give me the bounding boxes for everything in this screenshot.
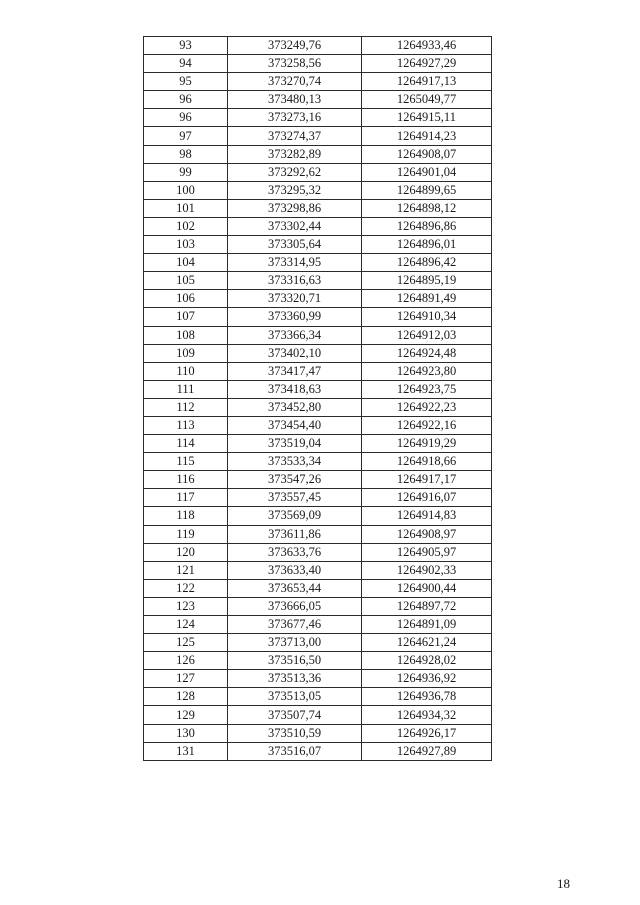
table-row: [144, 706, 492, 724]
y-coordinate-cell: 1264896,01: [362, 236, 492, 254]
table-row: [144, 597, 492, 615]
x-coordinate-cell: 373402,10: [228, 344, 362, 362]
table-row: [144, 290, 492, 308]
table-row: [144, 326, 492, 344]
point-number-cell: 126: [144, 652, 228, 670]
y-coordinate-cell: 1264927,29: [362, 55, 492, 73]
y-coordinate-cell: 1264896,42: [362, 254, 492, 272]
x-coordinate-cell: 373274,37: [228, 127, 362, 145]
y-coordinate-cell: 1264891,49: [362, 290, 492, 308]
point-number-cell: 108: [144, 326, 228, 344]
y-coordinate-cell: 1264922,16: [362, 416, 492, 434]
table-row: [144, 652, 492, 670]
y-coordinate-cell: 1265049,77: [362, 91, 492, 109]
x-coordinate-cell: 373249,76: [228, 37, 362, 55]
x-coordinate-cell: 373557,45: [228, 489, 362, 507]
table-row: [144, 55, 492, 73]
x-coordinate-cell: 373305,64: [228, 236, 362, 254]
point-number-cell: 124: [144, 616, 228, 634]
point-number-cell: 131: [144, 742, 228, 760]
y-coordinate-cell: 1264927,89: [362, 742, 492, 760]
x-coordinate-cell: 373677,46: [228, 616, 362, 634]
x-coordinate-cell: 373513,36: [228, 670, 362, 688]
y-coordinate-cell: 1264914,23: [362, 127, 492, 145]
x-coordinate-cell: 373666,05: [228, 597, 362, 615]
point-number-cell: 122: [144, 579, 228, 597]
table-row: [144, 199, 492, 217]
point-number-cell: 97: [144, 127, 228, 145]
y-coordinate-cell: 1264934,32: [362, 706, 492, 724]
point-number-cell: 120: [144, 543, 228, 561]
y-coordinate-cell: 1264928,02: [362, 652, 492, 670]
point-number-cell: 103: [144, 236, 228, 254]
point-number-cell: 107: [144, 308, 228, 326]
point-number-cell: 123: [144, 597, 228, 615]
table-row: [144, 380, 492, 398]
table-row: [144, 416, 492, 434]
table-row: [144, 435, 492, 453]
point-number-cell: 130: [144, 724, 228, 742]
table-row: [144, 489, 492, 507]
table-row: [144, 742, 492, 760]
x-coordinate-cell: 373653,44: [228, 579, 362, 597]
y-coordinate-cell: 1264923,80: [362, 362, 492, 380]
x-coordinate-cell: 373366,34: [228, 326, 362, 344]
table-row: [144, 217, 492, 235]
x-coordinate-cell: 373417,47: [228, 362, 362, 380]
table-row: [144, 724, 492, 742]
coordinates-table-body: [144, 37, 492, 761]
y-coordinate-cell: 1264933,46: [362, 37, 492, 55]
point-number-cell: 118: [144, 507, 228, 525]
point-number-cell: 128: [144, 688, 228, 706]
x-coordinate-cell: 373633,76: [228, 543, 362, 561]
x-coordinate-cell: 373282,89: [228, 145, 362, 163]
point-number-cell: 104: [144, 254, 228, 272]
x-coordinate-cell: 373516,07: [228, 742, 362, 760]
y-coordinate-cell: 1264899,65: [362, 181, 492, 199]
x-coordinate-cell: 373611,86: [228, 525, 362, 543]
point-number-cell: 127: [144, 670, 228, 688]
y-coordinate-cell: 1264895,19: [362, 272, 492, 290]
x-coordinate-cell: 373452,80: [228, 398, 362, 416]
point-number-cell: 125: [144, 634, 228, 652]
y-coordinate-cell: 1264902,33: [362, 561, 492, 579]
table-row: [144, 579, 492, 597]
point-number-cell: 110: [144, 362, 228, 380]
x-coordinate-cell: 373320,71: [228, 290, 362, 308]
y-coordinate-cell: 1264621,24: [362, 634, 492, 652]
point-number-cell: 93: [144, 37, 228, 55]
point-number-cell: 99: [144, 163, 228, 181]
table-row: [144, 145, 492, 163]
x-coordinate-cell: 373516,50: [228, 652, 362, 670]
table-row: [144, 308, 492, 326]
point-number-cell: 96: [144, 91, 228, 109]
point-number-cell: 98: [144, 145, 228, 163]
point-number-cell: 114: [144, 435, 228, 453]
table-row: [144, 561, 492, 579]
x-coordinate-cell: 373713,00: [228, 634, 362, 652]
x-coordinate-cell: 373292,62: [228, 163, 362, 181]
point-number-cell: 112: [144, 398, 228, 416]
table-row: [144, 670, 492, 688]
table-row: [144, 507, 492, 525]
table-row: [144, 254, 492, 272]
table-row: [144, 344, 492, 362]
point-number-cell: 121: [144, 561, 228, 579]
y-coordinate-cell: 1264901,04: [362, 163, 492, 181]
table-row: [144, 91, 492, 109]
y-coordinate-cell: 1264896,86: [362, 217, 492, 235]
x-coordinate-cell: 373298,86: [228, 199, 362, 217]
table-row: [144, 543, 492, 561]
coordinates-table: [143, 36, 492, 761]
table-row: [144, 453, 492, 471]
point-number-cell: 105: [144, 272, 228, 290]
x-coordinate-cell: 373510,59: [228, 724, 362, 742]
x-coordinate-cell: 373533,34: [228, 453, 362, 471]
y-coordinate-cell: 1264898,12: [362, 199, 492, 217]
y-coordinate-cell: 1264917,17: [362, 471, 492, 489]
table-row: [144, 634, 492, 652]
point-number-cell: 102: [144, 217, 228, 235]
y-coordinate-cell: 1264910,34: [362, 308, 492, 326]
x-coordinate-cell: 373316,63: [228, 272, 362, 290]
y-coordinate-cell: 1264891,09: [362, 616, 492, 634]
x-coordinate-cell: 373295,32: [228, 181, 362, 199]
point-number-cell: 113: [144, 416, 228, 434]
point-number-cell: 101: [144, 199, 228, 217]
table-row: [144, 109, 492, 127]
x-coordinate-cell: 373273,16: [228, 109, 362, 127]
x-coordinate-cell: 373360,99: [228, 308, 362, 326]
y-coordinate-cell: 1264900,44: [362, 579, 492, 597]
table-row: [144, 616, 492, 634]
table-row: [144, 398, 492, 416]
point-number-cell: 94: [144, 55, 228, 73]
table-row: [144, 688, 492, 706]
x-coordinate-cell: 373507,74: [228, 706, 362, 724]
y-coordinate-cell: 1264919,29: [362, 435, 492, 453]
point-number-cell: 117: [144, 489, 228, 507]
point-number-cell: 129: [144, 706, 228, 724]
table-row: [144, 127, 492, 145]
x-coordinate-cell: 373418,63: [228, 380, 362, 398]
y-coordinate-cell: 1264915,11: [362, 109, 492, 127]
y-coordinate-cell: 1264912,03: [362, 326, 492, 344]
table-row: [144, 525, 492, 543]
page-number: 18: [557, 876, 570, 891]
y-coordinate-cell: 1264936,92: [362, 670, 492, 688]
y-coordinate-cell: 1264923,75: [362, 380, 492, 398]
x-coordinate-cell: 373314,95: [228, 254, 362, 272]
x-coordinate-cell: 373480,13: [228, 91, 362, 109]
y-coordinate-cell: 1264917,13: [362, 73, 492, 91]
point-number-cell: 96: [144, 109, 228, 127]
table-row: [144, 471, 492, 489]
y-coordinate-cell: 1264897,72: [362, 597, 492, 615]
y-coordinate-cell: 1264905,97: [362, 543, 492, 561]
point-number-cell: 111: [144, 380, 228, 398]
x-coordinate-cell: 373547,26: [228, 471, 362, 489]
x-coordinate-cell: 373454,40: [228, 416, 362, 434]
table-row: [144, 37, 492, 55]
y-coordinate-cell: 1264918,66: [362, 453, 492, 471]
x-coordinate-cell: 373270,74: [228, 73, 362, 91]
y-coordinate-cell: 1264924,48: [362, 344, 492, 362]
x-coordinate-cell: 373633,40: [228, 561, 362, 579]
x-coordinate-cell: 373513,05: [228, 688, 362, 706]
y-coordinate-cell: 1264936,78: [362, 688, 492, 706]
table-row: [144, 73, 492, 91]
point-number-cell: 100: [144, 181, 228, 199]
x-coordinate-cell: 373258,56: [228, 55, 362, 73]
y-coordinate-cell: 1264926,17: [362, 724, 492, 742]
x-coordinate-cell: 373302,44: [228, 217, 362, 235]
x-coordinate-cell: 373519,04: [228, 435, 362, 453]
table-row: [144, 181, 492, 199]
table-row: [144, 272, 492, 290]
point-number-cell: 106: [144, 290, 228, 308]
point-number-cell: 115: [144, 453, 228, 471]
table-row: [144, 163, 492, 181]
point-number-cell: 116: [144, 471, 228, 489]
x-coordinate-cell: 373569,09: [228, 507, 362, 525]
point-number-cell: 95: [144, 73, 228, 91]
y-coordinate-cell: 1264908,07: [362, 145, 492, 163]
y-coordinate-cell: 1264916,07: [362, 489, 492, 507]
y-coordinate-cell: 1264908,97: [362, 525, 492, 543]
table-row: [144, 236, 492, 254]
y-coordinate-cell: 1264922,23: [362, 398, 492, 416]
point-number-cell: 109: [144, 344, 228, 362]
point-number-cell: 119: [144, 525, 228, 543]
y-coordinate-cell: 1264914,83: [362, 507, 492, 525]
table-row: [144, 362, 492, 380]
